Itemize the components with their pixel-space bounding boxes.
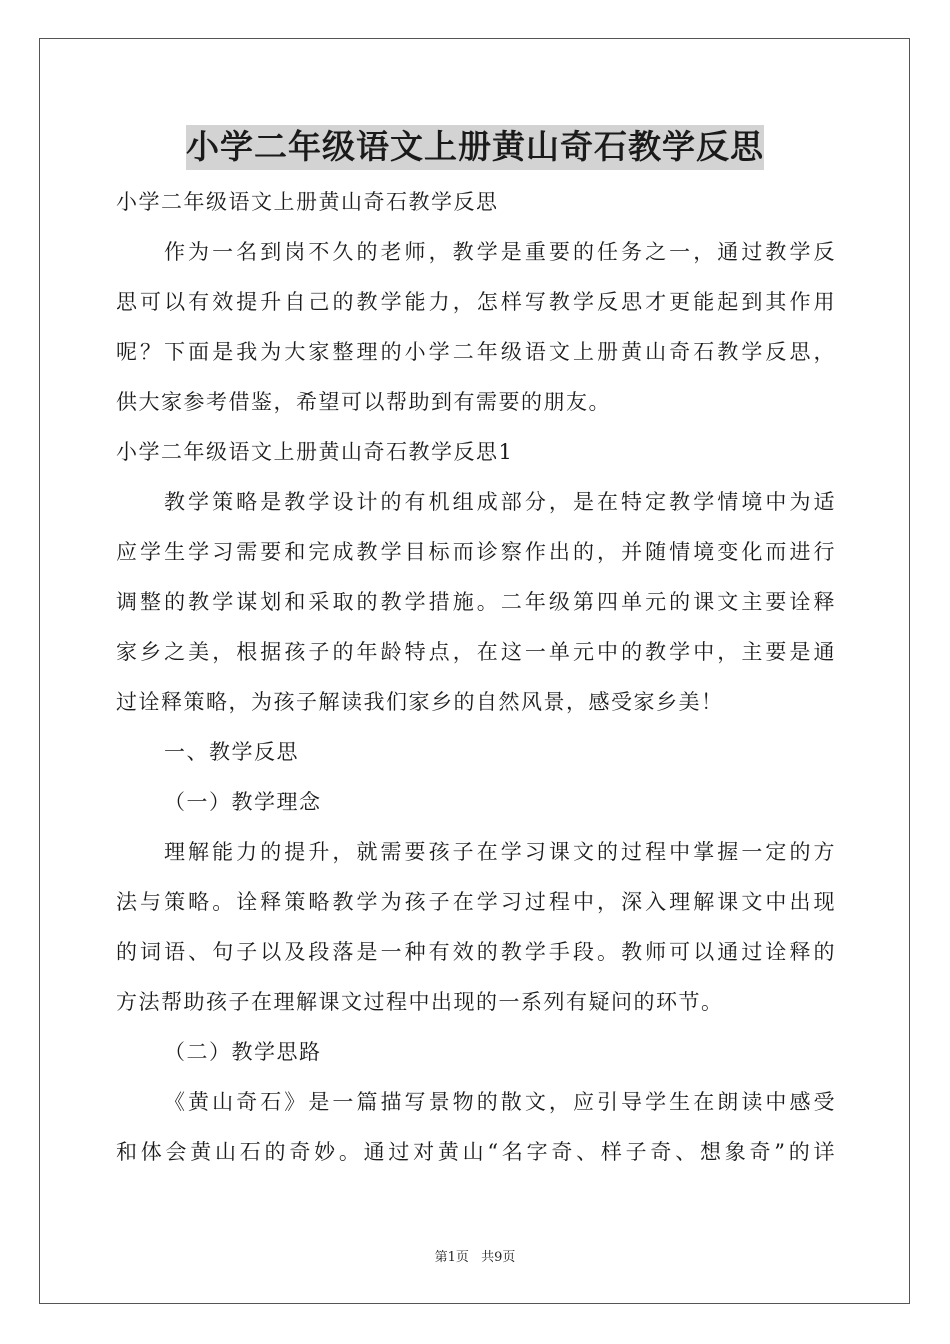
page-footer (0, 1246, 950, 1265)
paragraph-line: 理解能力的提升，就需要孩子在学习课文的过程中掌握一定的方 (164, 840, 836, 864)
section-heading: 小学二年级语文上册黄山奇石教学反思1 (116, 440, 514, 464)
paragraph-line: 法与策略。诠释策略教学为孩子在学习过程中，深入理解课文中出现 (116, 890, 836, 914)
subheading-line: 一、教学反思 (164, 740, 299, 764)
page-number: 第1页 (434, 1250, 469, 1265)
paragraph-line: 过诠释策略，为孩子解读我们家乡的自然风景，感受家乡美！ (116, 690, 724, 714)
paragraph-line: 呢？下面是我为大家整理的小学二年级语文上册黄山奇石教学反思， (116, 340, 836, 364)
subtitle-line: 小学二年级语文上册黄山奇石教学反思 (116, 190, 499, 214)
page-total: 共9页 (481, 1250, 516, 1265)
paragraph-line: 《黄山奇石》是一篇描写景物的散文，应引导学生在朗读中感受 (164, 1090, 836, 1114)
paragraph-line: 和体会黄山石的奇妙。通过对黄山“名字奇、样子奇、想象奇”的详 (116, 1140, 836, 1164)
document-body (116, 177, 836, 1177)
paragraph-line: 教学策略是教学设计的有机组成部分，是在特定教学情境中为适 (164, 490, 836, 514)
paragraph-line: 家乡之美，根据孩子的年龄特点，在这一单元中的教学中，主要是通 (116, 640, 836, 664)
paragraph-line: 供大家参考借鉴，希望可以帮助到有需要的朋友。 (116, 390, 611, 414)
document-title (0, 124, 950, 170)
paragraph-line: 思可以有效提升自己的教学能力，怎样写教学反思才更能起到其作用 (116, 290, 836, 314)
subheading-line: （一）教学理念 (164, 790, 322, 814)
document-title-text: 小学二年级语文上册黄山奇石教学反思 (186, 125, 764, 170)
paragraph-line: 方法帮助孩子在理解课文过程中出现的一系列有疑问的环节。 (116, 990, 724, 1014)
paragraph-line: 调整的教学谋划和采取的教学措施。二年级第四单元的课文主要诠释 (116, 590, 836, 614)
paragraph-line: 的词语、句子以及段落是一种有效的教学手段。教师可以通过诠释的 (116, 940, 836, 964)
subheading-line: （二）教学思路 (164, 1040, 322, 1064)
paragraph-line: 作为一名到岗不久的老师，教学是重要的任务之一，通过教学反 (164, 240, 836, 264)
paragraph-line: 应学生学习需要和完成教学目标而诊察作出的，并随情境变化而进行 (116, 540, 836, 564)
